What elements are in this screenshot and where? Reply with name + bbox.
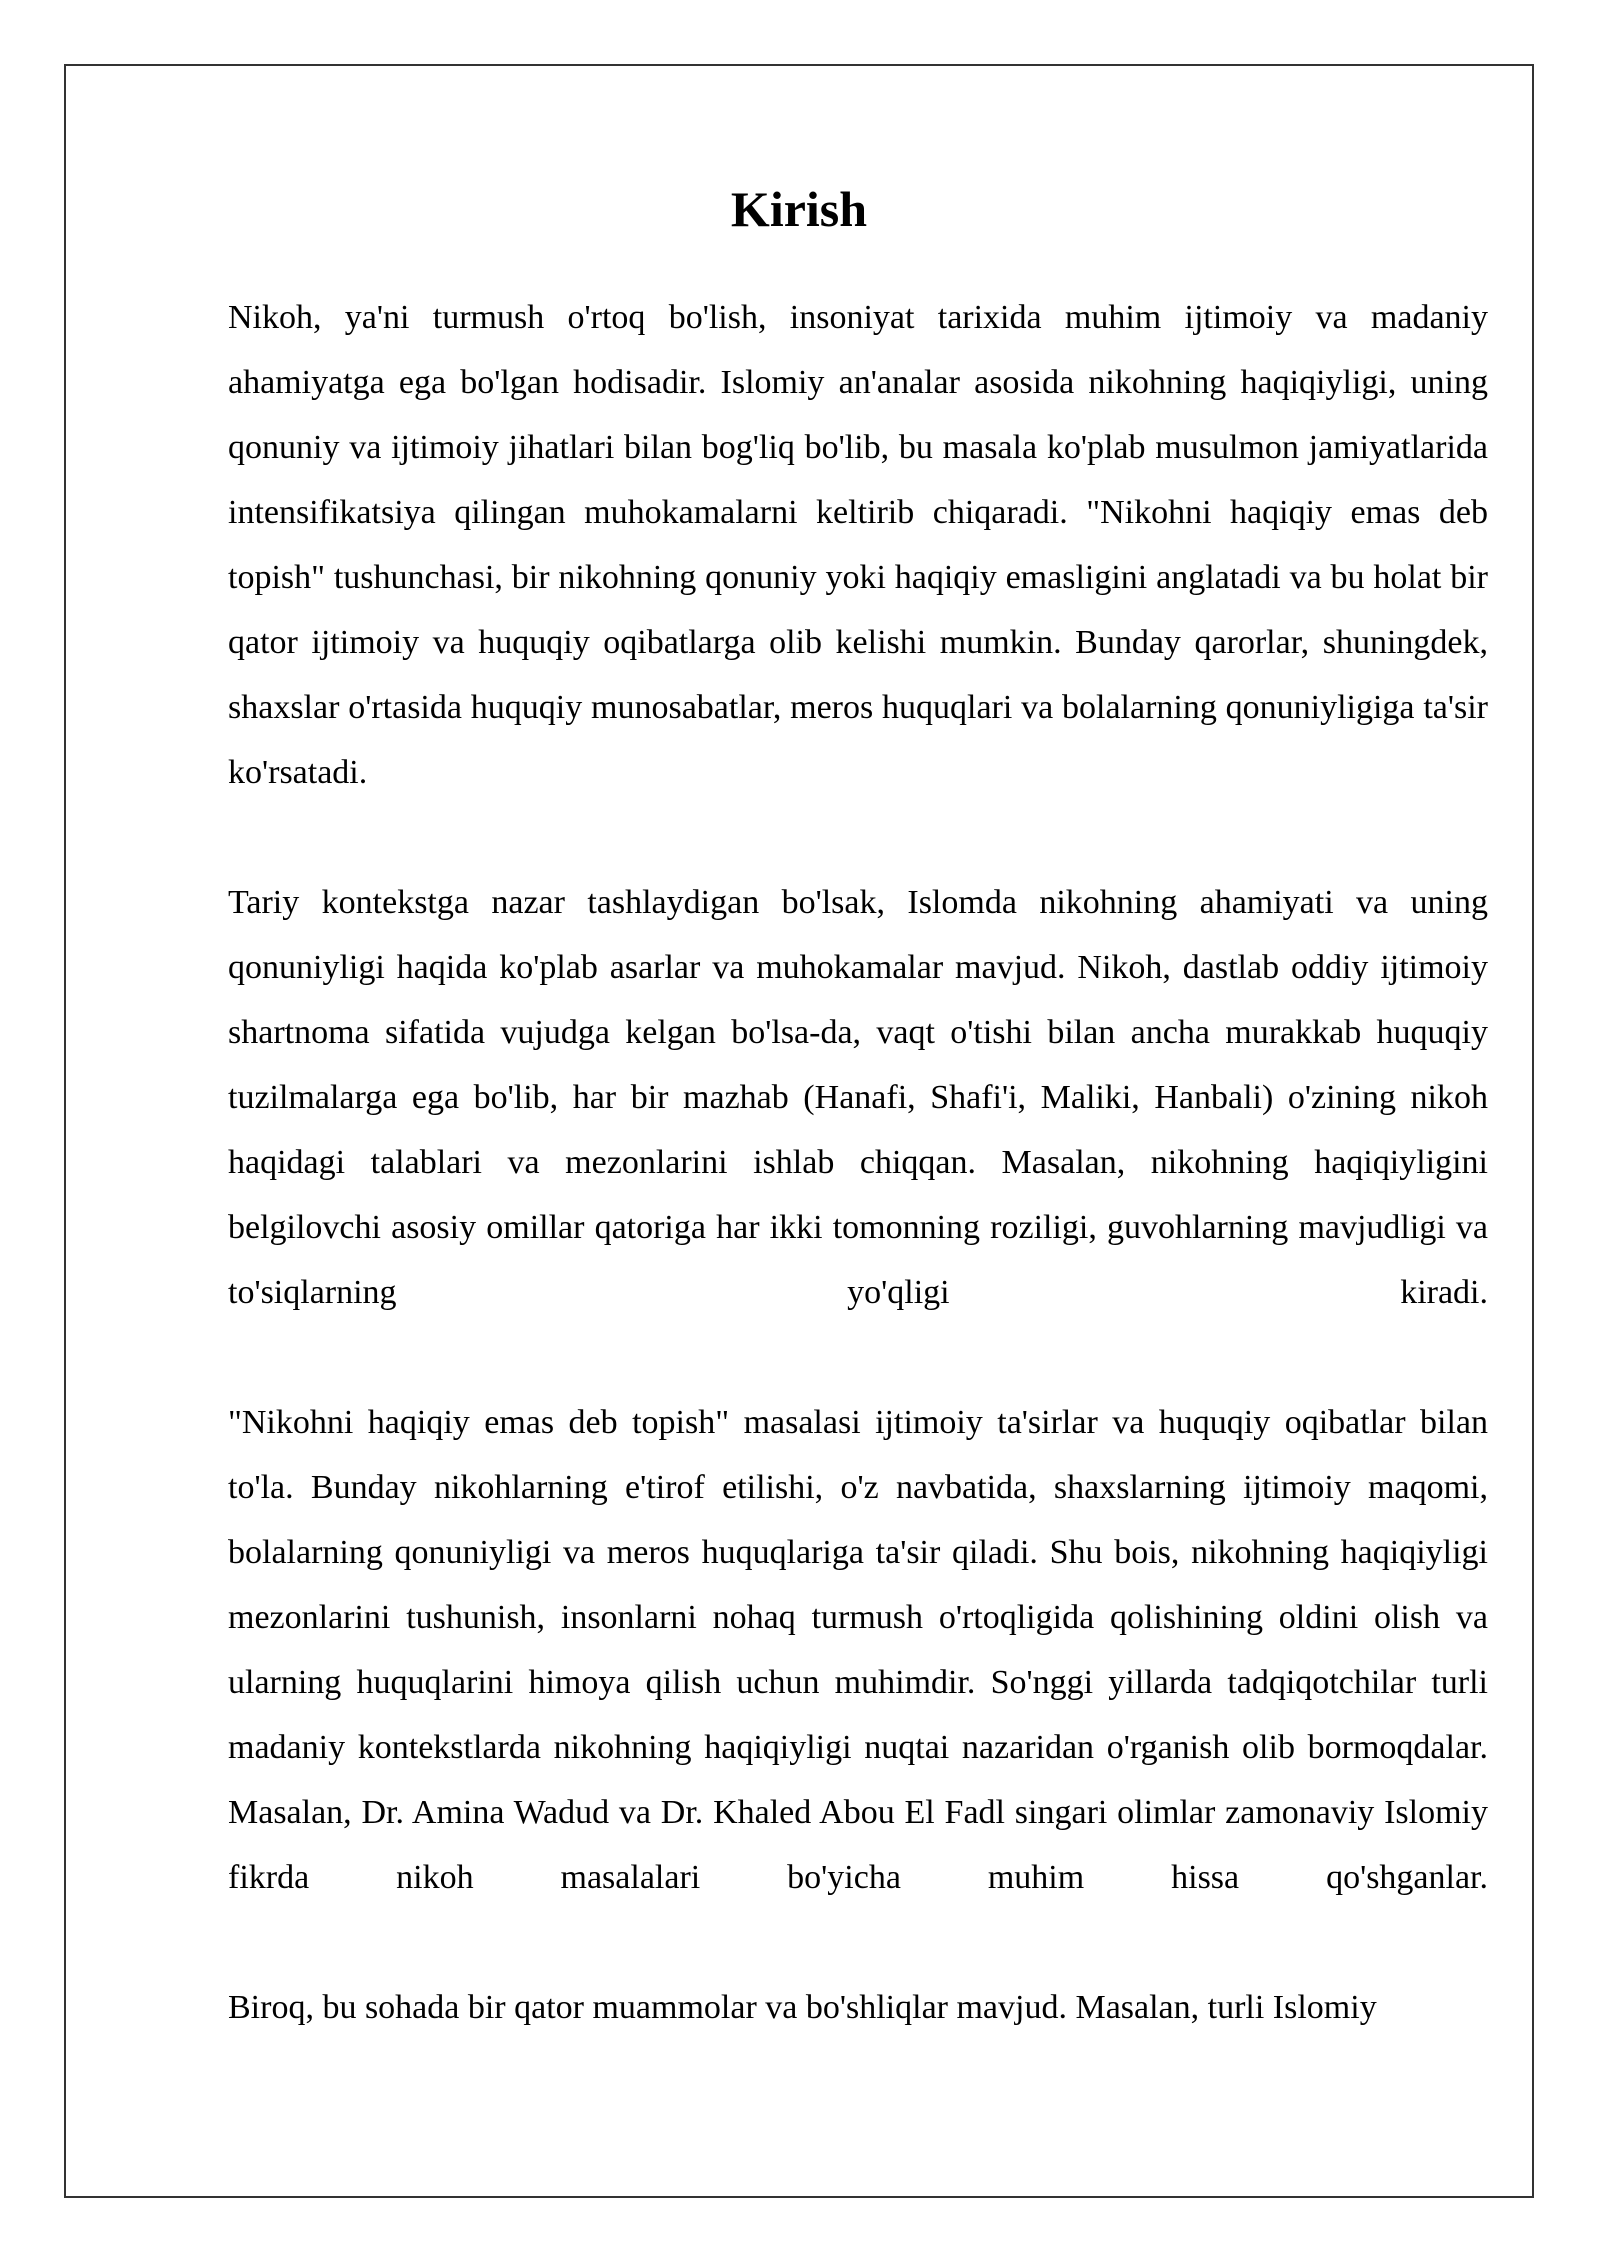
page-title: Kirish [730, 180, 868, 237]
paragraph-4: Biroq, bu sohada bir qator muammolar va bo'shliqlar mavjud. Masalan, turli Islomiy [228, 1989, 1377, 2026]
paragraph-3: "Nikohni haqiqiy emas deb topish" masalasi ijtimoiy ta'sirlar va huquqiy oqibatlar bilan to'la. Bunday nikohlarning e'tirof etilishi, o'z navbatida, shaxslarning ijtimoiy maqomi, bolalarning qonuniyligi va meros huquqlariga ta'sir qiladi. Shu bois, nikohning haqiqiyligi mezonlarini tushunish, insonlarni nohaq turmush o'rtoqligida qolishining oldini olish va ularning huquqlarini himoya qilish uchun muhimdir. So'nggi yillarda tadqiqotchilar turli madaniy kontekstlarda nikohning haqiqiyligi nuqtai nazaridan o'rganish olib bormoqdalar. Masalan, Dr. Amina Wadud va Dr. Khaled Abou El Fadl singari olimlar zamonaviy Islomiy fikrda nikoh masalalari bo'yicha muhim hissa qo'shganlar. [228, 1404, 1488, 1896]
paragraph-2: Tariy kontekstga nazar tashlaydigan bo'lsak, Islomda nikohning ahamiyati va uning qonuniyligi haqida ko'plab asarlar va muhokamalar mavjud. Nikoh, dastlab oddiy ijtimoiy shartnoma sifatida vujudga kelgan bo'lsa-da, vaqt o'tishi bilan ancha murakkab huquqiy tuzilmalarga ega bo'lib, har bir mazhab (Hanafi, Shafi'i, Maliki, Hanbali) o'zining nikoh haqidagi talablari va mezonlarini ishlab chiqqan. Masalan, nikohning haqiqiyligini belgilovchi asosiy omillar qatoriga har ikki tomonning roziligi, guvohlarning mavjudligi va to'siqlarning yo'qligi kiradi. [228, 884, 1488, 1311]
body-text [228, 285, 1488, 2040]
paragraph-1: Nikoh, ya'ni turmush o'rtoq bo'lish, insoniyat tarixida muhim ijtimoiy va madaniy ahamiyatga ega bo'lgan hodisadir. Islomiy an'analar asosida nikohning haqiqiyligi, uning qonuniy va ijtimoiy jihatlari bilan bog'liq bo'lib, bu masala ko'plab musulmon jamiyatlarida intensifikatsiya qilingan muhokamalarni keltirib chiqaradi. "Nikohni haqiqiy emas deb topish" tushunchasi, bir nikohning qonuniy yoki haqiqiy emasligini anglatadi va bu holat bir qator ijtimoiy va huquqiy oqibatlarga olib kelishi mumkin. Bunday qarorlar, shuningdek, shaxslar o'rtasida huquqiy munosabatlar, meros huquqlari va bolalarning qonuniyligiga ta'sir ko'rsatadi. [228, 299, 1488, 791]
